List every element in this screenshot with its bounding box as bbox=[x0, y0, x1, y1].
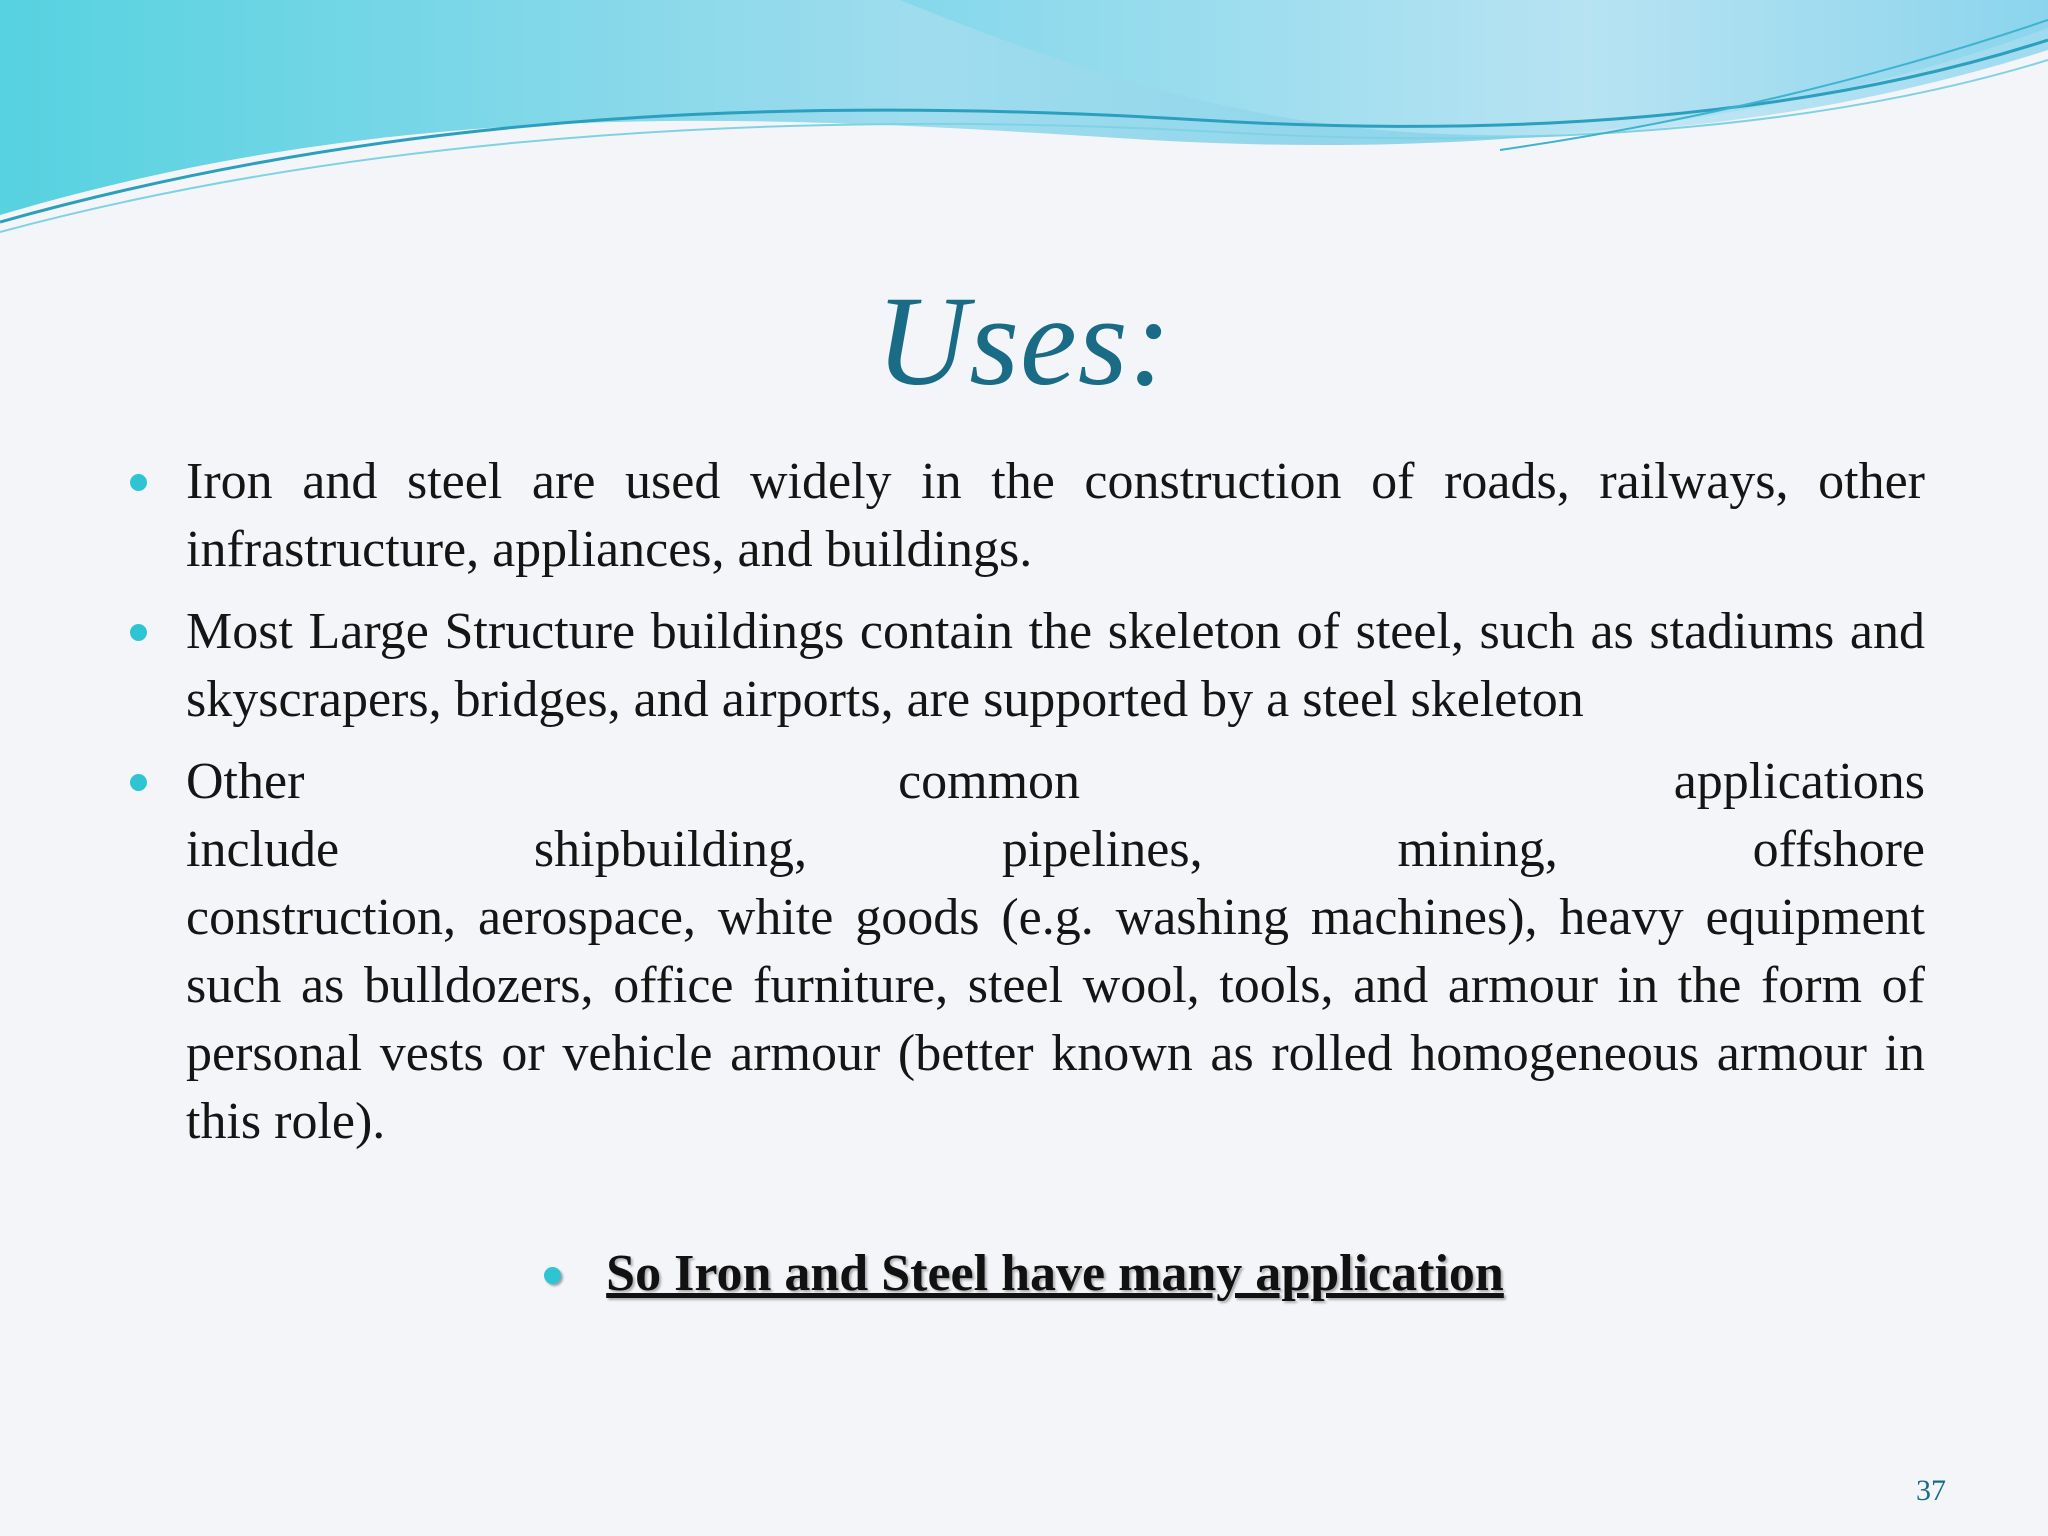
bullet-dot-icon bbox=[544, 1267, 561, 1284]
bullet-text-line: construction, aerospace, white goods (e.g. washing machines), heavy equipment such as bulldozers, office furniture, steel wool, tools, and armour in the form of personal vests or vehicle armour (better known as rolled homogeneous armour in this role). bbox=[186, 889, 1925, 1150]
bullet-item bbox=[130, 748, 1925, 1156]
bullet-list bbox=[130, 448, 1925, 1170]
bullet-dot-icon bbox=[130, 624, 147, 641]
bullet-dot-icon bbox=[130, 474, 147, 491]
bullet-dot-icon bbox=[130, 774, 147, 791]
bullet-item bbox=[130, 598, 1925, 734]
header-wave-decoration bbox=[0, 0, 2048, 240]
bullet-text: Iron and steel are used widely in the construction of roads, railways, other infrastructure, appliances, and buildings. bbox=[186, 453, 1925, 578]
conclusion-text: So Iron and Steel have many application bbox=[606, 1245, 1504, 1302]
slide-title: Uses: bbox=[875, 270, 1173, 412]
bullet-text-line: include shipbuilding, pipelines, mining, offshore bbox=[186, 821, 1925, 878]
bullet-text: Most Large Structure buildings contain the skeleton of steel, such as stadiums and skyscrapers, bridges, and airports, are supported by a steel skeleton bbox=[186, 603, 1925, 728]
conclusion-wrapper bbox=[544, 1240, 1504, 1308]
conclusion-bullet bbox=[0, 1240, 2048, 1308]
page-number: 37 bbox=[1916, 1474, 1946, 1507]
bullet-item bbox=[130, 448, 1925, 584]
bullet-text-line: Other common applications bbox=[186, 753, 1925, 810]
